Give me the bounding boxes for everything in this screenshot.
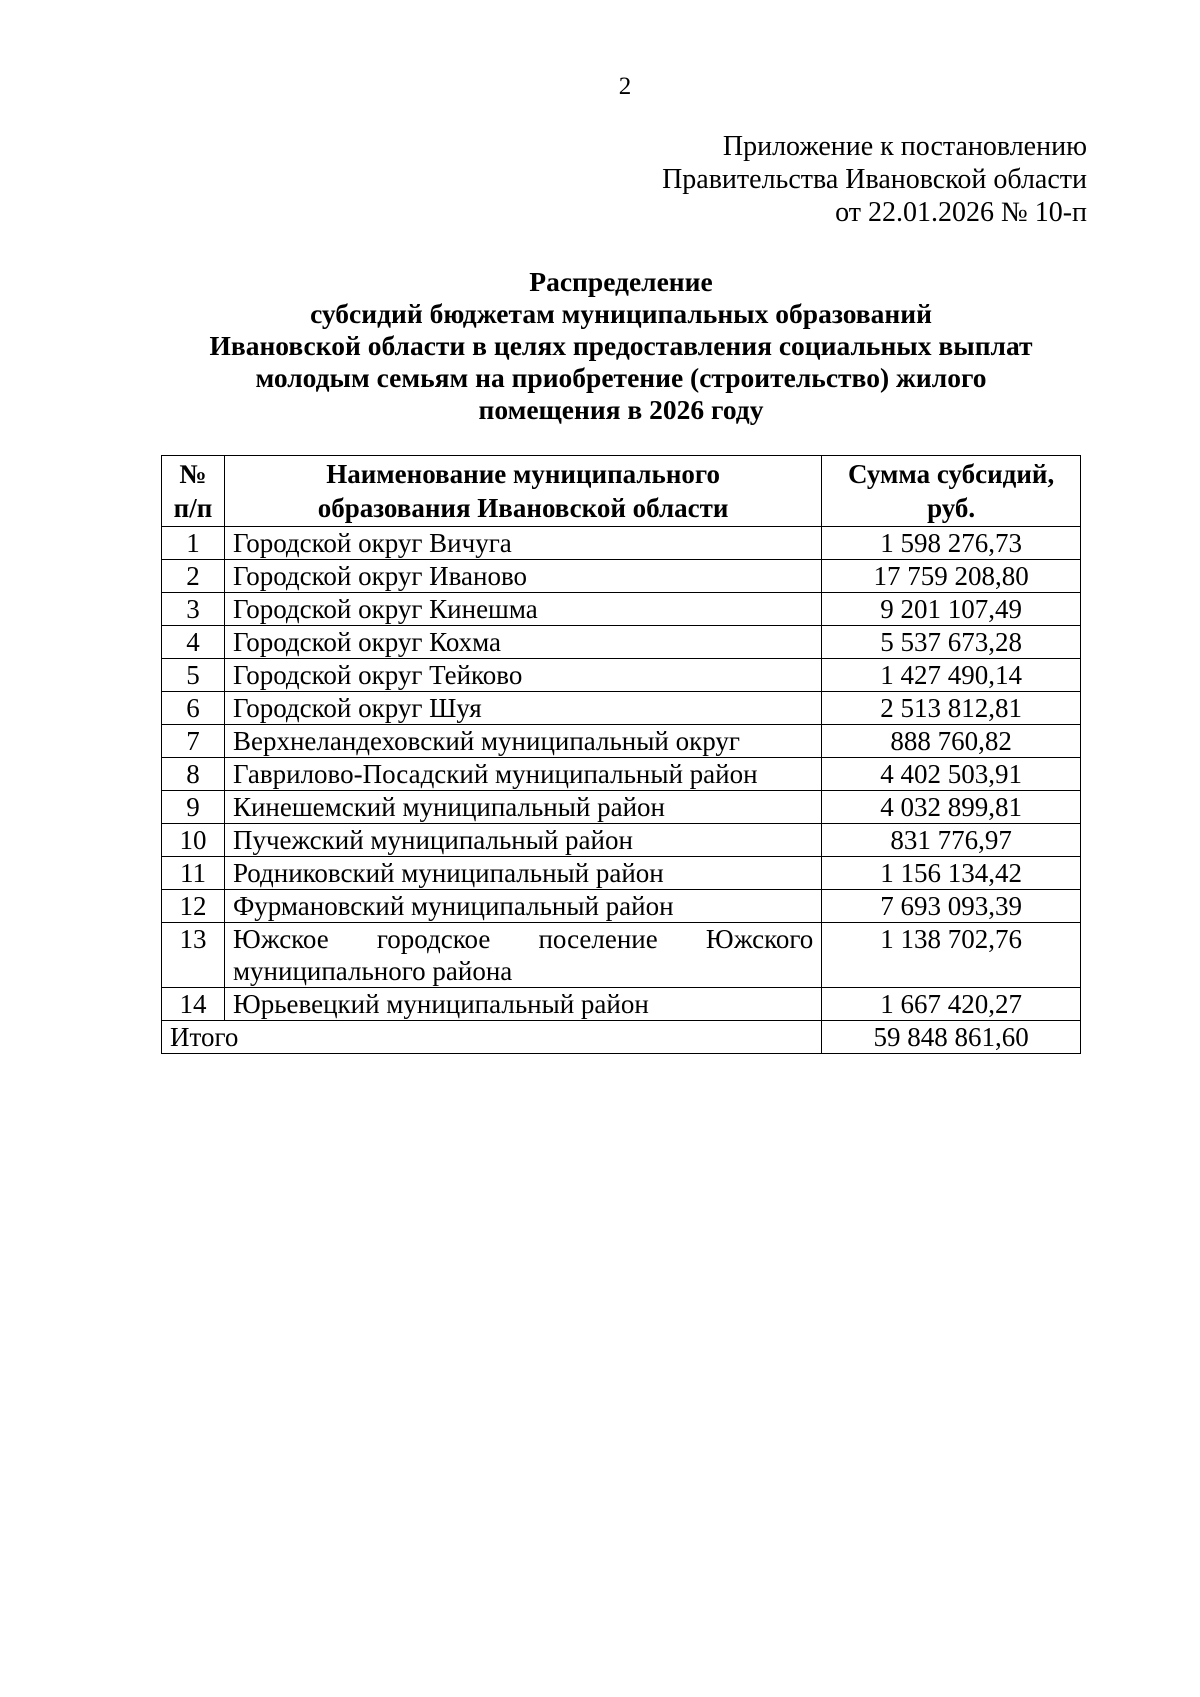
appendix-line-2: Правительства Ивановской области — [662, 164, 1087, 195]
row-name: Родниковский муниципальный район — [224, 857, 821, 890]
row-name: Кинешемский муниципальный район — [224, 791, 821, 824]
title-line-1: Распределение — [529, 266, 713, 297]
row-sum: 1 667 420,27 — [822, 988, 1081, 1021]
row-number: 12 — [162, 890, 225, 923]
title-line-3: Ивановской области в целях предоставления социальных выплат — [209, 330, 1033, 361]
header-name-line-1: Наименование муниципального — [326, 459, 720, 489]
row-number: 5 — [162, 659, 225, 692]
row-name: Городской округ Кохма — [224, 626, 821, 659]
row-sum: 4 402 503,91 — [822, 758, 1081, 791]
total-label: Итого — [162, 1021, 822, 1054]
table-row — [162, 527, 1081, 560]
row-number: 8 — [162, 758, 225, 791]
row-sum: 17 759 208,80 — [822, 560, 1081, 593]
title-line-2: субсидий бюджетам муниципальных образований — [310, 298, 932, 329]
row-sum: 1 598 276,73 — [822, 527, 1081, 560]
row-name: Южское городское поселение Южского муниципального района — [224, 923, 821, 988]
row-sum: 1 427 490,14 — [822, 659, 1081, 692]
header-sum-line-1: Сумма субсидий, — [848, 459, 1055, 489]
row-number: 9 — [162, 791, 225, 824]
table-row — [162, 560, 1081, 593]
table-row — [162, 923, 1081, 988]
table-row — [162, 791, 1081, 824]
row-sum: 1 156 134,42 — [822, 857, 1081, 890]
row-name: Городской округ Вичуга — [224, 527, 821, 560]
row-number: 13 — [162, 923, 225, 988]
row-number: 2 — [162, 560, 225, 593]
table-row — [162, 988, 1081, 1021]
title-line-5: помещения в 2026 году — [478, 394, 764, 425]
header-name — [224, 456, 821, 527]
row-name: Городской округ Кинешма — [224, 593, 821, 626]
table-total-row — [162, 1021, 1081, 1054]
appendix-line-3: от 22.01.2026 № 10-п — [835, 197, 1087, 228]
table-row — [162, 824, 1081, 857]
table-row — [162, 692, 1081, 725]
row-name: Пучежский муниципальный район — [224, 824, 821, 857]
row-name: Юрьевецкий муниципальный район — [224, 988, 821, 1021]
row-number: 10 — [162, 824, 225, 857]
table-row — [162, 890, 1081, 923]
row-number: 6 — [162, 692, 225, 725]
table-row — [162, 626, 1081, 659]
row-name: Фурмановский муниципальный район — [224, 890, 821, 923]
row-name: Городской округ Иваново — [224, 560, 821, 593]
row-number: 11 — [162, 857, 225, 890]
title-line-4: молодым семьям на приобретение (строительство) жилого — [255, 362, 987, 393]
table-row — [162, 593, 1081, 626]
row-number: 1 — [162, 527, 225, 560]
row-name: Городской округ Тейково — [224, 659, 821, 692]
row-sum: 831 776,97 — [822, 824, 1081, 857]
row-sum: 888 760,82 — [822, 725, 1081, 758]
total-sum: 59 848 861,60 — [822, 1021, 1081, 1054]
row-sum: 5 537 673,28 — [822, 626, 1081, 659]
table-row — [162, 857, 1081, 890]
row-sum: 4 032 899,81 — [822, 791, 1081, 824]
row-sum: 7 693 093,39 — [822, 890, 1081, 923]
row-number: 7 — [162, 725, 225, 758]
document-title — [148, 266, 1094, 426]
header-name-line-2: образования Ивановской области — [317, 493, 729, 523]
table-row — [162, 758, 1081, 791]
appendix-header — [662, 130, 1087, 229]
subsidies-table — [161, 455, 1081, 1054]
row-sum: 1 138 702,76 — [822, 923, 1081, 988]
header-number-line-2: п/п — [173, 493, 213, 523]
row-name: Гаврилово-Посадский муниципальный район — [224, 758, 821, 791]
row-name: Верхнеландеховский муниципальный округ — [224, 725, 821, 758]
row-number: 3 — [162, 593, 225, 626]
row-sum: 2 513 812,81 — [822, 692, 1081, 725]
page-number: 2 — [618, 73, 632, 100]
header-number — [162, 456, 225, 527]
header-sum-line-2: руб. — [927, 493, 976, 523]
table-header-row — [162, 456, 1081, 527]
row-name: Городской округ Шуя — [224, 692, 821, 725]
table-row — [162, 659, 1081, 692]
header-number-line-1: № — [179, 459, 207, 489]
table-row — [162, 725, 1081, 758]
appendix-line-1: Приложение к постановлению — [722, 131, 1087, 162]
header-sum — [822, 456, 1081, 527]
row-sum: 9 201 107,49 — [822, 593, 1081, 626]
row-number: 14 — [162, 988, 225, 1021]
row-number: 4 — [162, 626, 225, 659]
